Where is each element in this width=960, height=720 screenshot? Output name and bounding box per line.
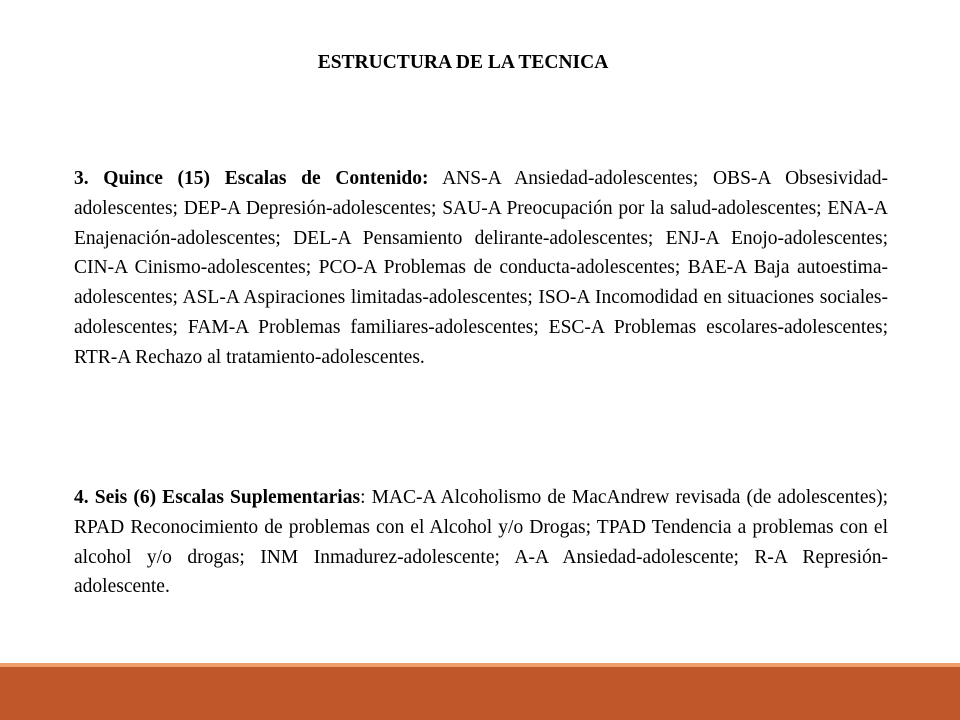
content-scales-list: ANS-A Ansiedad-adolescentes; OBS-A Obsesividad-adolescentes; DEP-A Depresión-adolescentes; SAU-A Preocupación por la salud-adolescentes; ENA-A Enajenación-adolescentes; DEL-A Pensamiento delirante-adolescentes; ENJ-A Enojo-adolescentes; CIN-A Cinismo-adolescentes; PCO-A Problemas de conducta-adolescentes; BAE-A Baja autoestima-adolescentes; ASL-A Aspiraciones limitadas-adolescentes; ISO-A Incomodidad en situaciones sociales-adolescentes; FAM-A Problemas familiares-adolescentes; ESC-A Problemas escolares-adolescentes; RTR-A Rechazo al tratamiento-adolescentes. bbox=[74, 168, 888, 368]
slide-title: ESTRUCTURA DE LA TECNICA bbox=[317, 52, 609, 73]
supplementary-scales-heading: 4. Seis (6) Escalas Suplementarias bbox=[74, 487, 361, 508]
footer-band bbox=[0, 667, 960, 720]
content-scales-heading: 3. Quince (15) Escalas de Contenido: bbox=[74, 168, 429, 189]
supplementary-scales-paragraph bbox=[74, 483, 888, 602]
content-scales-paragraph bbox=[74, 164, 888, 373]
supplementary-scales-list: : MAC-A Alcoholismo de MacAndrew revisada (de adolescentes); RPAD Reconocimiento de problemas con el Alcohol y/o Drogas; TPAD Tendencia a problemas con el alcohol y/o drogas; INM Inmadurez-adolescente; A-A Ansiedad-adolescente; R-A Represión-adolescente. bbox=[74, 487, 888, 598]
